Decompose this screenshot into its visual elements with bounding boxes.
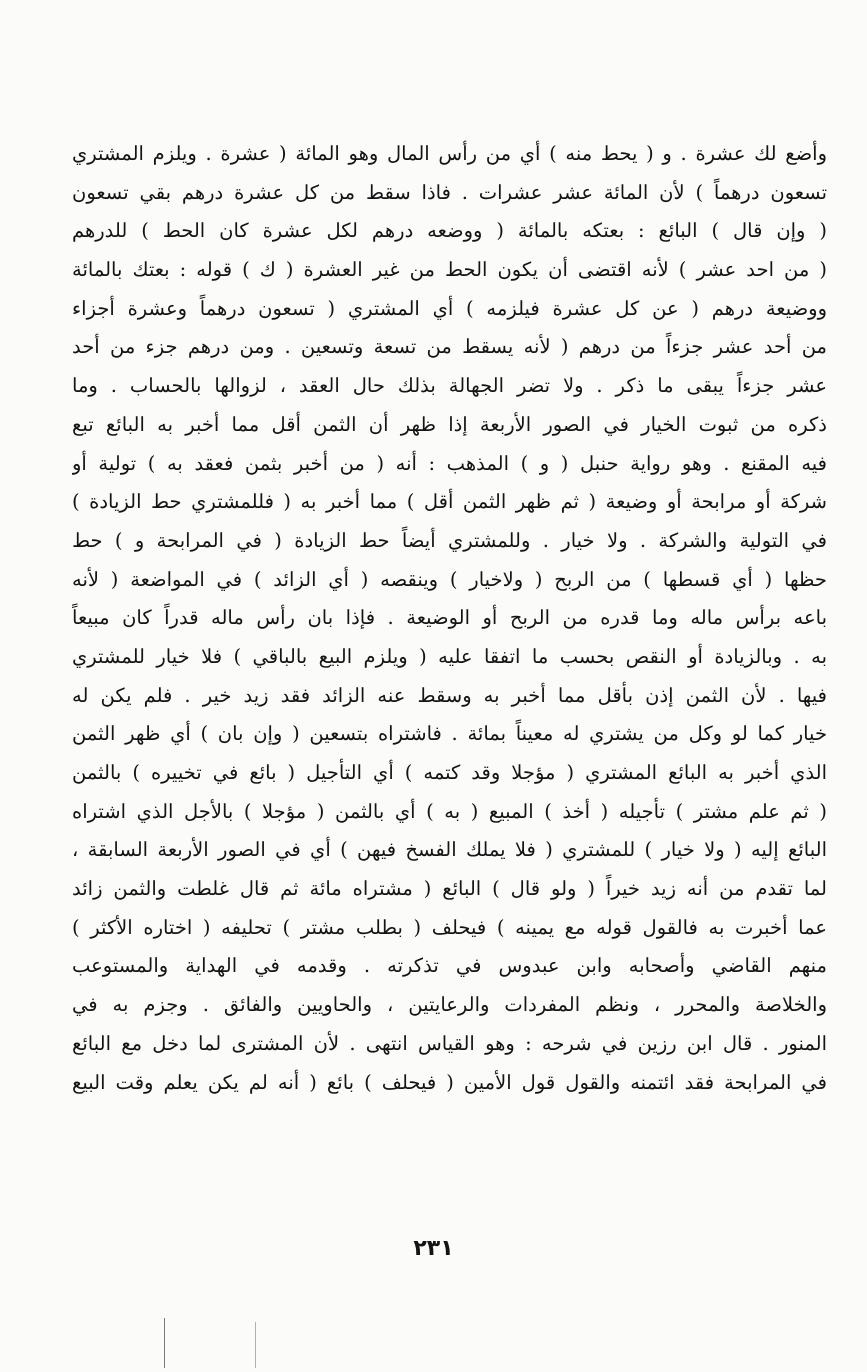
text-line: الذي أخبر به البائع المشتري ( مؤجلا وقد كتمه ) أي التأجيل ( بائع في تخييره ) بالثمن [72,761,827,784]
text-line: المنور . قال ابن رزين في شرحه : وهو القياس انتهى . لأن المشترى لما دخل مع البائع [72,1031,827,1055]
text-line: شركة أو مرابحة أو وضيعة ( ثم ظهر الثمن أقل ) مما أخبر به ( فللمشتري حط الزيادة ) [72,490,827,514]
text-line: من أحد عشر جزءاً من درهم ( لأنه يسقط من تسعة وتسعين . ومن درهم جزء من أحد [72,335,827,359]
text-line: عشر جزءاً يبقى ما ذكر . ولا تضر الجهالة بذلك حال العقد ، لزوالها بالحساب . وما [72,374,827,398]
text-line: والخلاصة والمحرر ، ونظم المفردات والرعايتين ، والحاويين والفائق . وجزم به في [72,993,827,1017]
text-line: ( من احد عشر ) لأنه اقتضى أن يكون الحط من غير العشرة ( ك ) قوله : بعتك بالمائة [72,258,827,282]
text-line: عما أخبرت به فالقول قوله مع يمينه ) فيحلف ( بطلب مشتر ) تحليفه ( اختاره الأكثر ) [72,915,827,939]
text-line: وأضع لك عشرة . و ( يحط منه ) أي من رأس المال وهو المائة ( عشرة . ويلزم المشتري [72,142,827,165]
text-line: منهم القاضي وأصحابه وابن عبدوس في تذكرته . وقدمه في الهداية والمستوعب [72,954,827,978]
text-line: لما تقدم من أنه زيد خيراً ( ولو قال ) البائع ( مشتراه مائة ثم قال غلطت والثمن زائد [72,877,827,901]
text-line: ذكره من ثبوت الخيار في الصور الأربعة إذا ظهر أن الثمن أقل مما أخبر به البائع تبع [72,412,827,436]
text-line: ووضيعة درهم ( عن كل عشرة فيلزمه ) أي المشتري ( تسعون درهماً وعشرة أجزاء [72,296,827,320]
text-line: في التولية والشركة . ولا خيار . وللمشتري أيضاً حط الزيادة ( في المرابحة و ) حط [72,528,827,552]
text-line: ( ثم علم مشتر ) تأجيله ( أخذ ) المبيع ( به ) أي بالثمن ( مؤجلا ) بالأجل الذي اشتراه [72,799,827,823]
text-line: به . وبالزيادة أو النقص بحسب ما اتفقا عليه ( ويلزم البيع بالباقي ) فلا خيار للمشتري [72,644,827,668]
text-line: فيها . لأن الثمن إذن بأقل مما أخبر به وسقط عنه الزائد فقد زيد خير . فلم يكن له [72,683,827,707]
scan-artifact-line [255,1322,256,1368]
scan-artifact-line [164,1318,165,1368]
text-line: تسعون درهماً ) لأن المائة عشر عشرات . فاذا سقط من كل عشرة درهم بقي تسعون [72,180,827,204]
text-line: خيار كما لو وكل من يشتري له معيناً بمائة . فاشتراه بتسعين ( وإن بان ) أي ظهر الثمن [72,722,827,746]
text-line: البائع إليه ( ولا خيار ) للمشتري ( فلا يملك الفسخ فيهن ) أي في الصور الأربعة السابقة ، [72,838,827,862]
text-line: باعه برأس ماله وما قدره من الربح أو الوضيعة . فإذا بان رأس ماله قدراً كان مبيعاً [72,606,827,630]
text-line: في المرابحة فقد ائتمنه والقول قول الأمين ( فيحلف ) بائع ( أنه لم يكن يعلم وقت البيع [72,1070,827,1094]
text-line: فيه المقنع . وهو رواية حنبل ( و ) المذهب : أنه ( من أخبر بثمن فعقد به ) تولية أو [72,451,827,475]
page-number: ٢٣١ [413,1236,454,1261]
text-line: ( وإن قال ) البائع : بعتكه بالمائة ( ووضعه درهم لكل عشرة كان الحط ) للدرهم [72,219,827,243]
page-text [72,135,827,1102]
text-line: حظها ( أي قسطها ) من الربح ( ولاخيار ) وينقصه ( أي الزائد ) في المواضعة ( لأنه [72,567,827,591]
